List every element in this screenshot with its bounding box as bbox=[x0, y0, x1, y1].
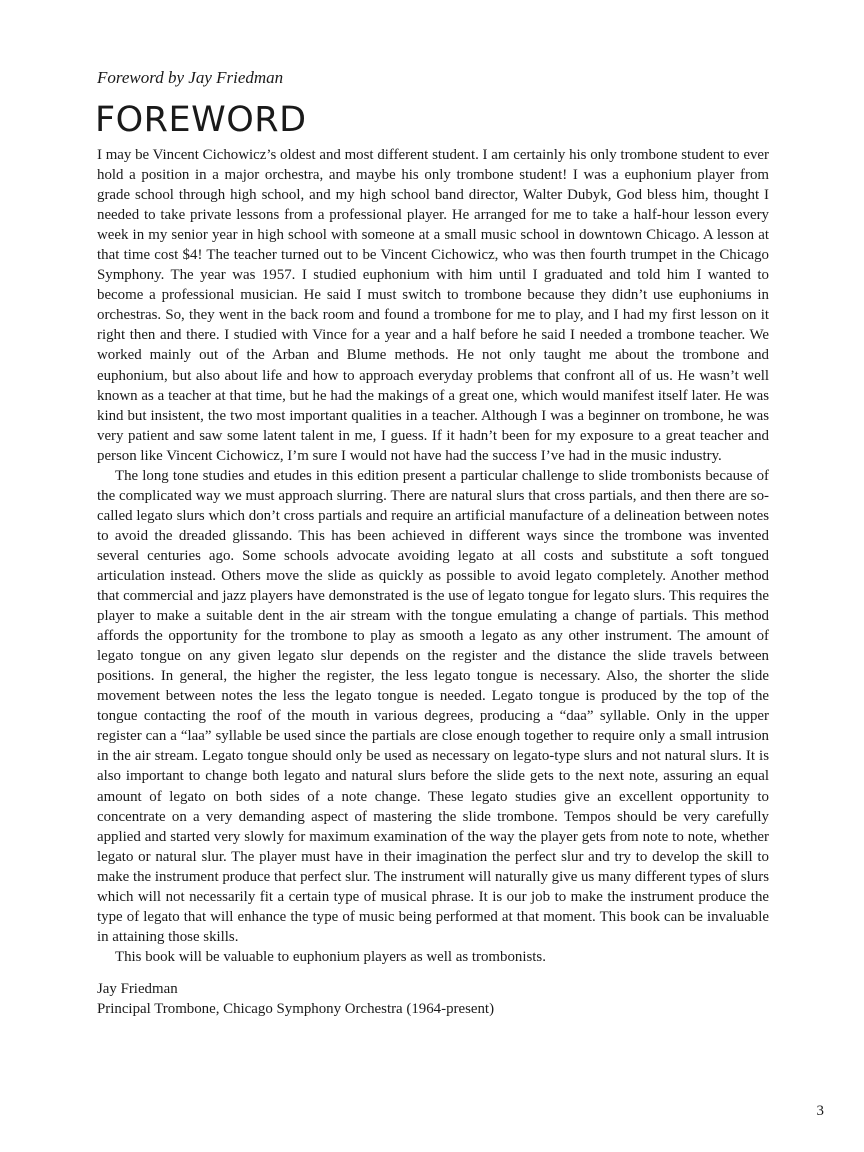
signature-position: Principal Trombone, Chicago Symphony Orchestra (1964-present) bbox=[97, 1000, 495, 1017]
foreword-body bbox=[97, 145, 769, 967]
paragraph-3: This book will be valuable to euphonium players as well as trombonists. bbox=[115, 948, 546, 965]
signature-block bbox=[97, 979, 769, 1019]
paragraph-1: I may be Vincent Cichowicz’s oldest and most different student. I am certainly his only trombone student to ever hold a position in a major orchestra, and maybe his only trombone student! I was a euphonium player from grade school through high school, and my high school band director, Walter Dubyk, God bless him, thought I needed to take private lessons from a professional player. He arranged for me to take a half-hour lesson every week in my senior year in high school with someone at a small music school in downtown Chicago. A lesson at that time cost $4! The teacher turned out to be Vincent Cichowicz, who was then fourth trumpet in the Chicago Symphony. The year was 1957. I studied euphonium with him until I graduated and told him I wanted to become a professional musician. He said I must switch to trombone because they didn’t use euphoniums in orchestras. So, they went in the back room and found a trombone for me to play, and I had my first lesson on it right then and there. I studied with Vince for a year and a half before he said I needed a trombone teacher. We worked mainly out of the Arban and Blume methods. He not only taught me about the trombone and euphonium, but also about life and how to approach everyday problems that confront all of us. He wasn’t well known as a teacher at that time, but he had the makings of a great one, which would manifest itself later. He was kind but insistent, the two most important qualities in a teacher. Although I was a beginner on trombone, he was very patient and saw some latent talent in me, I guess. If it hadn’t been for my exposure to a great teacher and person like Vincent Cichowicz, I’m sure I would not have had the success I’ve had in the music industry. bbox=[97, 147, 769, 464]
foreword-page bbox=[97, 66, 769, 1019]
paragraph-2: The long tone studies and etudes in this edition present a particular challenge to slide trombonists because of the complicated way we must approach slurring. There are natural slurs that cross partials, and then there are so-called legato slurs which don’t cross partials and require an artificial manufacture of a delineation between notes to avoid the dreaded glissando. This has been achieved in different ways since the trombone was invented several centuries ago. Some schools advocate avoiding legato at all costs and substitute a soft tongued articulation instead. Others move the slide as quickly as possible to avoid legato completely. Another method that commercial and jazz players have demonstrated is the use of legato tongue for legato slurs. This requires the player to make a suitable dent in the air stream with the tongue emulating a change of partials. This method affords the opportunity for the trombone to play as smooth a legato as any other instrument. The amount of legato tongue on any given legato slur depends on the register and the distance the slide travels between positions. In general, the higher the register, the less legato tongue is necessary. Also, the shorter the slide movement between notes the less the legato tongue is needed. Legato tongue is produced by the top of the tongue contacting the roof of the mouth in various degrees, producing a “daa” syllable. Only in the upper register can a “laa” syllable be used since the partials are close enough together to require only a small intrusion in the air stream. Legato tongue should only be used as necessary on legato-type slurs and not natural slurs. It is also important to change both legato and natural slurs before the slide gets to the next note, assuring an equal amount of legato on both sides of a note change. These legato studies give an excellent opportunity to concentrate on a very demanding aspect of mastering the slide trombone. Tempos should be very carefully applied and started very slowly for maximum examination of the way the player gets from note to note, whether legato or natural slur. The player must have in their imagination the perfect slur and try to develop the skill to make the instrument produce that perfect slur. The instrument will naturally give us many different types of slurs which will not necessarily fit a certain type of musical phrase. It is our job to make the instrument produce the type of legato that will enhance the type of music being performed at that moment. This book can be invaluable in attaining those skills. bbox=[97, 467, 769, 945]
page-number: 3 bbox=[816, 1103, 824, 1119]
section-kicker: Foreword by Jay Friedman bbox=[97, 68, 284, 87]
signature-name: Jay Friedman bbox=[97, 980, 178, 997]
page-title: FOREWORD bbox=[95, 100, 307, 140]
